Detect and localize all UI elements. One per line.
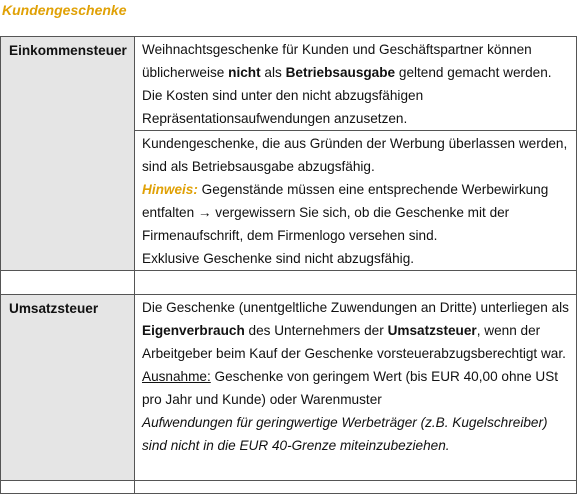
label-umsatzsteuer: Umsatzsteuer: [9, 301, 99, 316]
document-title: Kundengeschenke: [2, 2, 127, 18]
bold-nicht: nicht: [228, 65, 261, 80]
label-einkommensteuer: Einkommensteuer: [9, 43, 127, 58]
spacer-cell: [1, 271, 135, 295]
ausnahme-text: Geschenke von geringem Wert (bis EUR 40,00 ohne USt pro Jahr und Kunde) oder Warenmuster: [142, 369, 559, 407]
paragraph-hinweis: [142, 178, 569, 247]
text-cell-kundengeschenke-werbung: [135, 131, 577, 271]
row-label-einkommensteuer: [1, 37, 135, 271]
paragraph-werbung: Kundengeschenke, die aus Gründen der Werbung überlassen werden, sind als Betriebsausgabe abzugsfähig.: [142, 136, 568, 174]
bold-eigenverbrauch: Eigenverbrauch: [142, 323, 245, 338]
text-cell-weihnachtsgeschenke: [135, 37, 577, 131]
bottom-cell: [1, 481, 135, 494]
table-row-spacer: [1, 271, 577, 295]
hinweis-label: Hinweis:: [142, 182, 198, 197]
bold-betriebsausgabe: Betriebsausgabe: [285, 65, 396, 80]
text-segment: , wenn der Arbeitgeber beim Kauf der Geschenke vorsteuerabzugsberechtigt war.: [142, 323, 566, 361]
hinweis-text: Gegenstände müssen eine entsprechende Werbewirkung entfalten → vergewissern Sie sich, ob die Geschenke mit der Firmenaufschrift, dem Firmenlogo versehen sind.: [142, 182, 549, 243]
text-segment: Die Geschenke (unentgeltliche Zuwendungen an Dritte) unterliegen als: [142, 300, 569, 315]
text-cell-umsatzsteuer: [135, 295, 577, 481]
italic-note-werbetraeger: Aufwendungen für geringwertige Werbeträger (z.B. Kugelschreiber) sind nicht in die EUR 40-Grenze miteinzubeziehen.: [142, 415, 548, 453]
table-row-bottom: [1, 481, 577, 494]
spacer-cell: [135, 271, 577, 295]
paragraph-exklusive-geschenke: Exklusive Geschenke sind nicht abzugsfähig.: [142, 251, 415, 266]
ausnahme-label: Ausnahme:: [142, 369, 211, 384]
bottom-cell: [135, 481, 577, 494]
tax-table: [0, 36, 577, 494]
text-segment: des Unternehmers der: [244, 323, 388, 338]
paragraph-eigenverbrauch: [142, 296, 569, 365]
text-segment: geltend gemacht werden. Die Kosten sind unter den nicht abzugsfähigen Repräsentationsaufwendungen anzusetzen.: [142, 65, 552, 126]
paragraph-ausnahme: [142, 365, 569, 411]
table-row-umsatzsteuer: [1, 295, 577, 481]
row-label-umsatzsteuer: [1, 295, 135, 481]
bold-umsatzsteuer: Umsatzsteuer: [387, 323, 477, 338]
table-row-einkommensteuer-1: [1, 37, 577, 131]
text-segment: als: [260, 65, 286, 80]
text-segment: Weihnachtsgeschenke für Kunden und Geschäftspartner können üblicherweise: [142, 42, 532, 80]
